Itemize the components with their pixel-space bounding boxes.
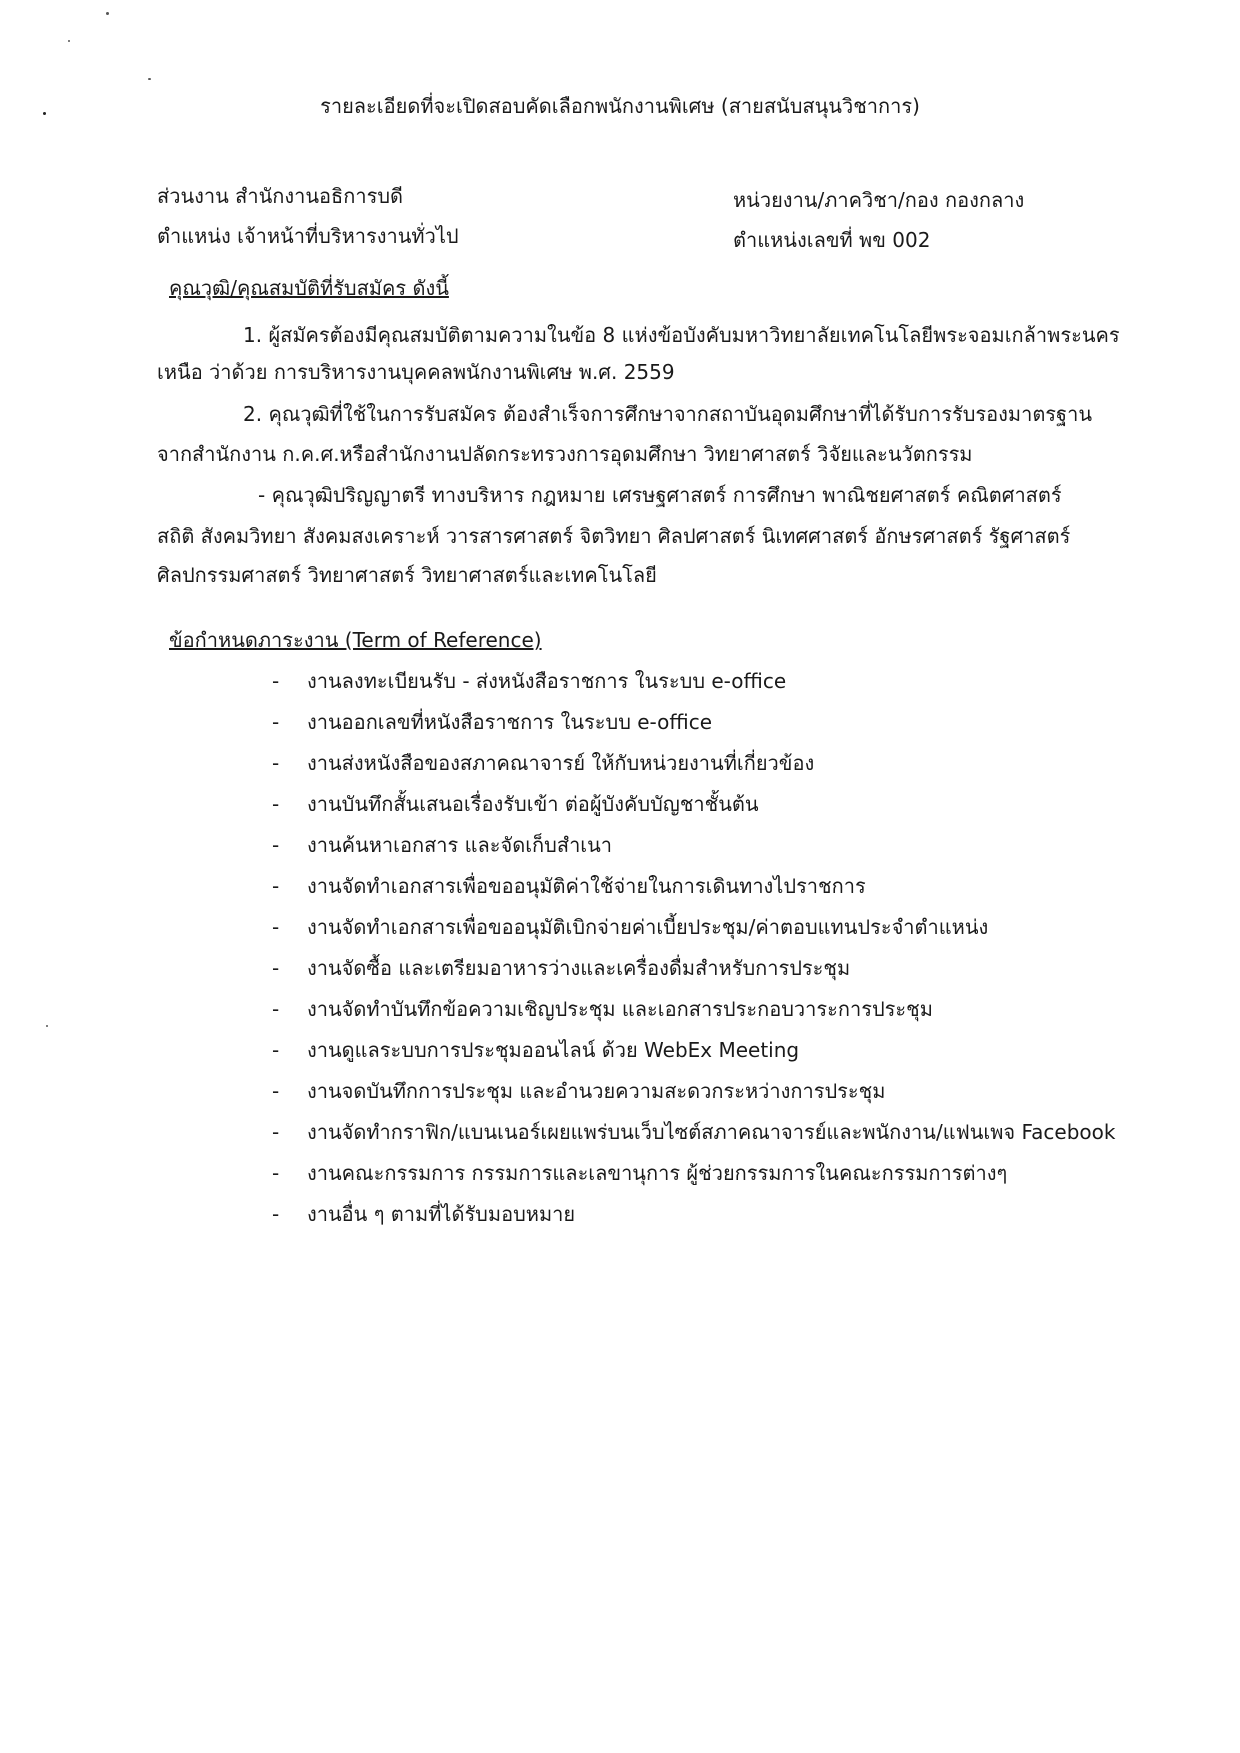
list-bullet-dash: -	[272, 669, 280, 693]
list-bullet-dash: -	[272, 874, 280, 898]
list-item: งานลงทะเบียนรับ - ส่งหนังสือราชการ ในระบบ e-office	[307, 669, 787, 693]
scan-speck	[68, 40, 70, 42]
list-bullet-dash: -	[272, 997, 280, 1021]
list-item: งานจัดซื้อ และเตรียมอาหารว่างและเครื่องดื่มสำหรับการประชุม	[307, 956, 851, 980]
list-bullet-dash: -	[272, 792, 280, 816]
list-bullet-dash: -	[272, 956, 280, 980]
position-label: ตำแหน่ง เจ้าหน้าที่บริหารงานทั่วไป	[157, 224, 459, 248]
list-item: งานออกเลขที่หนังสือราชการ ในระบบ e-office	[307, 710, 713, 734]
list-bullet-dash: -	[272, 751, 280, 775]
qualification-item-1: 1. ผู้สมัครต้องมีคุณสมบัติตามความในข้อ 8 แห่งข้อบังคับมหาวิทยาลัยเทคโนโลยีพระจอมเกล้าพระนคร	[243, 323, 1120, 347]
degree-line-1: - คุณวุฒิปริญญาตรี ทางบริหาร กฎหมาย เศรษฐศาสตร์ การศึกษา พาณิชยศาสตร์ คณิตศาสตร์	[258, 483, 1062, 507]
scan-speck	[106, 12, 109, 15]
list-bullet-dash: -	[272, 1038, 280, 1062]
list-item: งานจัดทำเอกสารเพื่อขออนุมัติเบิกจ่ายค่าเบี้ยประชุม/ค่าตอบแทนประจำตำแหน่ง	[307, 915, 989, 939]
scan-speck	[148, 78, 151, 80]
list-bullet-dash: -	[272, 915, 280, 939]
list-bullet-dash: -	[272, 710, 280, 734]
list-bullet-dash: -	[272, 1202, 280, 1226]
list-item: งานค้นหาเอกสาร และจัดเก็บสำเนา	[307, 833, 613, 857]
list-item: งานคณะกรรมการ กรรมการและเลขานุการ ผู้ช่วยกรรมการในคณะกรรมการต่างๆ	[307, 1161, 1008, 1185]
list-item: งานดูแลระบบการประชุมออนไลน์ ด้วย WebEx Meeting	[307, 1038, 800, 1062]
qualifications-heading: คุณวุฒิ/คุณสมบัติที่รับสมัคร ดังนี้	[169, 276, 449, 300]
degree-line-2: สถิติ สังคมวิทยา สังคมสงเคราะห์ วารสารศาสตร์ จิตวิทยา ศิลปศาสตร์ นิเทศศาสตร์ อักษรศาสตร์ รัฐศาสตร์	[157, 524, 1071, 548]
qualification-item-2: 2. คุณวุฒิที่ใช้ในการรับสมัคร ต้องสำเร็จการศึกษาจากสถาบันอุดมศึกษาที่ได้รับการรับรองมาตรฐาน	[243, 402, 1092, 426]
page-title: รายละเอียดที่จะเปิดสอบคัดเลือกพนักงานพิเศษ (สายสนับสนุนวิชาการ)	[320, 94, 920, 118]
degree-line-3: ศิลปกรรมศาสตร์ วิทยาศาสตร์ วิทยาศาสตร์และเทคโนโลยี	[157, 563, 657, 587]
unit-label: หน่วยงาน/ภาควิชา/กอง กองกลาง	[733, 188, 1025, 212]
list-bullet-dash: -	[272, 1120, 280, 1144]
list-item: งานบันทึกสั้นเสนอเรื่องรับเข้า ต่อผู้บังคับบัญชาชั้นต้น	[307, 792, 759, 816]
list-item: งานจดบันทึกการประชุม และอำนวยความสะดวกระหว่างการประชุม	[307, 1079, 886, 1103]
scan-speck	[46, 1025, 48, 1027]
list-bullet-dash: -	[272, 1079, 280, 1103]
position-number-label: ตำแหน่งเลขที่ พข 002	[733, 228, 931, 252]
list-item: งานจัดทำกราฟิก/แบนเนอร์เผยแพร่บนเว็บไซต์สภาคณาจารย์และพนักงาน/แฟนเพจ Facebook	[307, 1120, 1116, 1144]
qualification-item-1-cont: เหนือ ว่าด้วย การบริหารงานบุคคลพนักงานพิเศษ พ.ศ. 2559	[157, 360, 675, 384]
list-bullet-dash: -	[272, 833, 280, 857]
qualification-item-2-cont: จากสำนักงาน ก.ค.ศ.หรือสำนักงานปลัดกระทรวงการอุดมศึกษา วิทยาศาสตร์ วิจัยและนวัตกรรม	[157, 442, 973, 466]
tor-heading: ข้อกำหนดภาระงาน (Term of Reference)	[169, 628, 542, 652]
list-item: งานจัดทำเอกสารเพื่อขออนุมัติค่าใช้จ่ายในการเดินทางไปราชการ	[307, 874, 866, 898]
list-bullet-dash: -	[272, 1161, 280, 1185]
list-item: งานอื่น ๆ ตามที่ได้รับมอบหมาย	[307, 1202, 576, 1226]
division-label: ส่วนงาน สำนักงานอธิการบดี	[157, 184, 404, 208]
list-item: งานส่งหนังสือของสภาคณาจารย์ ให้กับหน่วยงานที่เกี่ยวข้อง	[307, 751, 815, 775]
list-item: งานจัดทำบันทึกข้อความเชิญประชุม และเอกสารประกอบวาระการประชุม	[307, 997, 933, 1021]
